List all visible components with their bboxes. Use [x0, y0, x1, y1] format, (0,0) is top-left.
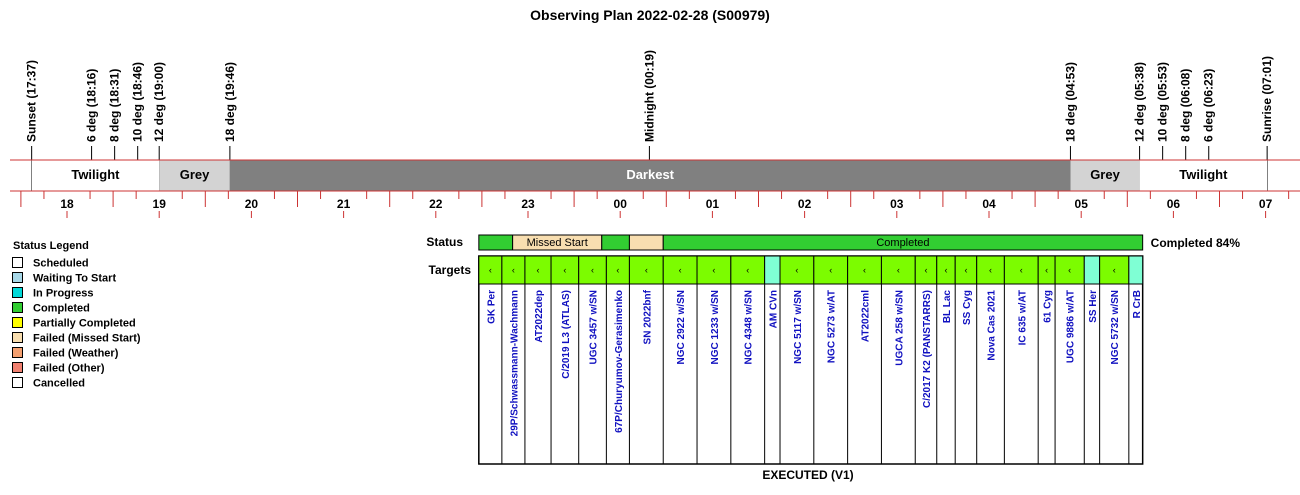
- hour-label-5: 23: [521, 197, 535, 211]
- legend-swatch-2: [13, 288, 23, 298]
- hour-label-7: 01: [705, 197, 720, 211]
- target-name-11: NGC 5117 w/SN: [792, 290, 804, 364]
- event-label-6: Midnight (00:19): [642, 50, 657, 142]
- target-marker-21: ‹: [1068, 265, 1072, 275]
- hour-axis: [21, 191, 1289, 218]
- band-label-3: Grey: [1090, 167, 1120, 182]
- band-label-0: Twilight: [71, 167, 120, 182]
- target-name-4: UGC 3457 w/SN: [588, 290, 600, 365]
- legend-swatch-0: [13, 258, 23, 268]
- hour-label-2: 20: [244, 197, 259, 211]
- hour-label-12: 06: [1166, 197, 1181, 211]
- status-row-label: Status: [426, 235, 463, 249]
- chart-title: Observing Plan 2022-02-28 (S00979): [530, 7, 770, 23]
- target-marker-8: ‹: [712, 265, 716, 275]
- event-label-12: Sunrise (07:01): [1260, 55, 1275, 142]
- target-block-24: [1129, 256, 1143, 284]
- band-label-2: Darkest: [626, 167, 675, 182]
- event-label-0: Sunset (17:37): [24, 59, 39, 143]
- event-label-5: 18 deg (19:46): [222, 61, 237, 142]
- hour-label-0: 18: [60, 197, 74, 211]
- target-name-19: IC 635 w/AT: [1017, 290, 1029, 346]
- target-marker-9: ‹: [746, 265, 750, 275]
- band-label-1: Grey: [179, 167, 210, 182]
- legend-swatch-4: [13, 318, 23, 328]
- legend-swatch-8: [13, 378, 23, 388]
- targets-row-label: Targets: [428, 263, 471, 277]
- target-marker-19: ‹: [1019, 265, 1023, 275]
- hour-label-11: 05: [1074, 197, 1088, 211]
- hour-label-9: 03: [890, 197, 904, 211]
- target-name-10: AM CVn: [768, 290, 780, 329]
- target-name-6: SN 2022bnf: [642, 290, 654, 345]
- status-segment-3: [629, 235, 663, 250]
- target-marker-4: ‹: [591, 265, 595, 275]
- event-label-8: 12 deg (05:38): [1132, 61, 1147, 142]
- target-block-10: [765, 256, 780, 284]
- status-summary: Completed 84%: [1150, 236, 1241, 250]
- target-name-13: AT2022cml: [860, 290, 872, 343]
- event-label-7: 18 deg (04:53): [1063, 61, 1078, 142]
- target-name-8: NGC 1233 w/SN: [709, 290, 721, 365]
- target-name-17: SS Cyg: [961, 290, 973, 326]
- event-label-2: 8 deg (18:31): [107, 68, 122, 142]
- legend-swatch-3: [13, 303, 23, 313]
- status-segment-label-1: Missed Start: [526, 237, 588, 249]
- legend-item-6: Failed (Weather): [33, 347, 119, 360]
- target-name-16: BL Lac: [941, 290, 953, 324]
- band-label-4: Twilight: [1179, 167, 1228, 182]
- target-name-9: NGC 4348 w/SN: [743, 290, 755, 365]
- event-label-11: 6 deg (06:23): [1201, 68, 1216, 142]
- event-label-10: 8 deg (06:08): [1178, 68, 1193, 142]
- legend-item-7: Failed (Other): [33, 362, 105, 375]
- target-marker-3: ‹: [563, 265, 567, 275]
- legend-swatch-7: [13, 363, 23, 373]
- target-marker-2: ‹: [536, 265, 540, 275]
- legend-item-4: Partially Completed: [33, 317, 136, 330]
- target-name-1: 29P/Schwassmann-Wachmann: [509, 290, 521, 437]
- target-name-22: SS Her: [1087, 290, 1099, 323]
- target-name-5: 67P/Churyumov-Gerasimenko: [613, 290, 625, 433]
- executed-label: EXECUTED (V1): [762, 468, 854, 482]
- legend-title: Status Legend: [13, 240, 89, 252]
- target-marker-20: ‹: [1045, 265, 1049, 275]
- event-label-3: 10 deg (18:46): [130, 61, 145, 142]
- target-marker-16: ‹: [944, 265, 948, 275]
- target-block-22: [1084, 256, 1099, 284]
- hour-label-8: 02: [797, 197, 812, 211]
- target-name-12: NGC 5273 w/AT: [826, 290, 838, 364]
- legend-item-2: In Progress: [33, 287, 94, 300]
- status-segment-2: [602, 235, 630, 250]
- legend-item-8: Cancelled: [33, 377, 85, 390]
- target-marker-11: ‹: [795, 265, 799, 275]
- target-name-15: C/2017 K2 (PANSTARRS): [921, 289, 933, 408]
- targets-row: [429, 256, 1143, 464]
- status-row: [426, 235, 1240, 250]
- target-name-18: Nova Cas 2021: [986, 289, 998, 361]
- target-name-21: UGC 9886 w/AT: [1065, 290, 1077, 364]
- legend-item-5: Failed (Missed Start): [33, 332, 141, 345]
- target-name-0: GK Per: [486, 290, 498, 324]
- target-marker-12: ‹: [829, 265, 833, 275]
- legend-item-0: Scheduled: [33, 257, 89, 270]
- target-marker-14: ‹: [896, 265, 900, 275]
- legend-item-3: Completed: [33, 302, 90, 315]
- target-name-24: R CrB: [1131, 290, 1143, 319]
- legend-swatch-1: [13, 273, 23, 283]
- target-marker-17: ‹: [964, 265, 968, 275]
- legend-swatch-6: [13, 348, 23, 358]
- legend-swatch-5: [13, 333, 23, 343]
- target-marker-7: ‹: [678, 265, 682, 275]
- target-marker-0: ‹: [488, 265, 492, 275]
- target-marker-18: ‹: [989, 265, 993, 275]
- legend-item-1: Waiting To Start: [33, 272, 117, 285]
- target-marker-15: ‹: [924, 265, 928, 275]
- target-name-3: C/2019 L3 (ATLAS): [560, 290, 572, 379]
- sky-bands: [10, 160, 1300, 191]
- hour-label-3: 21: [336, 197, 351, 211]
- target-marker-13: ‹: [863, 265, 867, 275]
- target-name-23: NGC 5732 w/SN: [1110, 290, 1122, 365]
- hour-label-13: 07: [1258, 197, 1273, 211]
- status-legend: [13, 240, 141, 390]
- event-label-9: 10 deg (05:53): [1155, 61, 1170, 142]
- target-marker-23: ‹: [1112, 265, 1116, 275]
- status-segment-label-4: Completed: [876, 237, 930, 249]
- event-label-1: 6 deg (18:16): [84, 68, 99, 142]
- target-name-7: NGC 2922 w/SN: [676, 290, 688, 365]
- hour-label-6: 00: [613, 197, 627, 211]
- event-label-4: 12 deg (19:00): [152, 61, 167, 142]
- target-marker-5: ‹: [616, 265, 620, 275]
- target-name-14: UGCA 258 w/SN: [894, 290, 906, 366]
- target-name-2: AT2022dep: [533, 290, 545, 343]
- target-marker-6: ‹: [644, 265, 648, 275]
- hour-label-1: 19: [152, 197, 166, 211]
- status-segment-0: [479, 235, 513, 250]
- target-marker-1: ‹: [511, 265, 515, 275]
- target-name-20: 61 Cyg: [1042, 290, 1054, 323]
- hour-label-10: 04: [982, 197, 996, 211]
- hour-label-4: 22: [429, 197, 443, 211]
